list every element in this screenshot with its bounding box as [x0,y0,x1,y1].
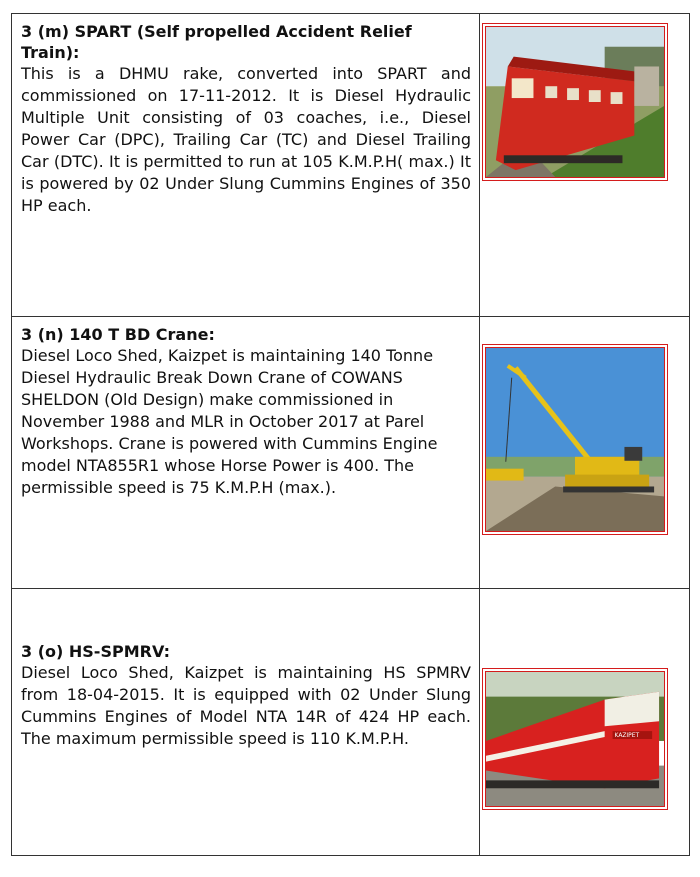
section-heading: 3 (o) HS-SPMRV: [21,642,170,661]
text-cell [12,589,480,855]
text-cell [12,14,480,316]
text-cell [12,317,480,588]
section-body: This is a DHMU rake, converted into SPART and commissioned on 17-11-2012. It is Diesel Hydraulic Multiple Unit consisting of 03 coaches, i.e., Diesel Power Car (DPC), Trailing Car (TC) and Diesel Trailing Car (DTC). It is permitted to run at 105 K.M.P.H( max.) It is powered by 02 Under Slung Cummins Engines of 350 HP each. [21,64,471,215]
red-spmrv-train-photo [485,671,665,807]
table-row [12,317,689,589]
section-body: Diesel Loco Shed, Kaizpet is maintaining 140 Tonne Diesel Hydraulic Break Down Crane of COWANS SHELDON (Old Design) make commissioned in November 1988 and MLR in October 2017 at Parel Workshops. Crane is powered with Cummins Engine model NTA855R1 whose Horse Power is 400. The permissible speed is 75 K.M.P.H (max.). [21,346,438,497]
section-heading: 3 (m) SPART (Self propelled Accident Relief Train): [21,22,412,62]
section-body: Diesel Loco Shed, Kaizpet is maintaining HS SPMRV from 18-04-2015. It is equipped with 02 Under Slung Cummins Engines of Model NTA 14R of 424 HP each. The maximum permissible speed is 110 K.M.P.H. [21,663,471,748]
table-row [12,14,689,317]
image-cell [480,589,689,855]
kazipet-lettering: KAZIPET [614,733,640,740]
table-row [12,589,689,855]
image-cell [480,317,689,588]
image-cell [480,14,689,316]
section-heading: 3 (n) 140 T BD Crane: [21,325,215,344]
spmrv-train-illustration [486,672,664,806]
yellow-crane-photo [485,347,665,532]
red-spart-train-photo [485,26,665,178]
crane-illustration [486,348,664,531]
content-table [11,13,690,856]
spart-train-illustration [486,27,664,177]
